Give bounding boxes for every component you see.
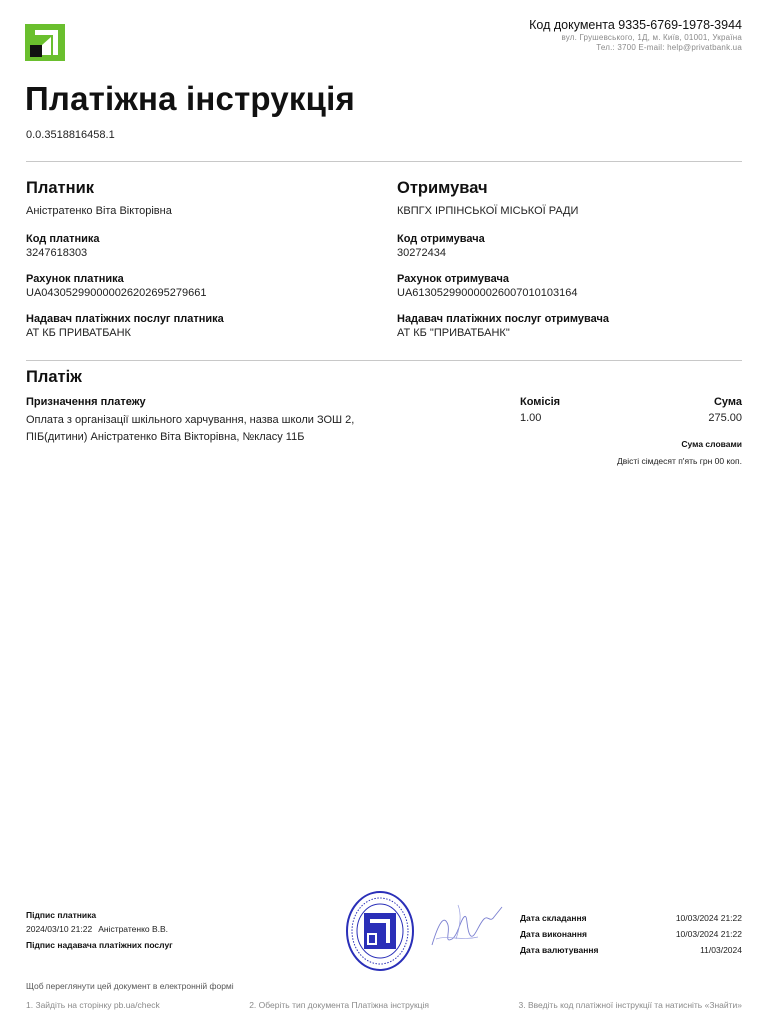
payer-signature-info: [26, 924, 173, 934]
date-label: Дата складання: [520, 913, 587, 923]
sum-value: 275.00: [708, 412, 742, 424]
signature-block: [26, 910, 173, 950]
payer-signature-name: Аністратенко В.В.: [98, 924, 169, 934]
handwritten-signature-icon: [418, 895, 506, 955]
document-number: 0.0.3518816458.1: [26, 129, 115, 141]
date-row: [520, 910, 742, 926]
dates-block: [520, 910, 742, 958]
date-row: [520, 942, 742, 958]
sum-words-label: Сума словами: [681, 439, 742, 449]
sum-label: Сума: [713, 396, 742, 408]
footer-step: 2. Оберіть тип документа Платіжна інструкція: [249, 1000, 430, 1010]
payer-section: [26, 179, 366, 340]
date-label: Дата виконання: [520, 929, 587, 939]
fee-label: Комісія: [520, 396, 561, 408]
payment-heading: Платіж: [26, 368, 82, 386]
payer-account-label: Рахунок платника: [26, 273, 124, 285]
date-row: [520, 926, 742, 942]
date-value: 10/03/2024 21:22: [675, 913, 742, 923]
recipient-provider: АТ КБ "ПРИВАТБАНК": [397, 327, 510, 339]
purpose-label: Призначення платежу: [26, 396, 146, 408]
date-label: Дата валютування: [520, 945, 599, 955]
payer-code: 3247618303: [26, 247, 88, 259]
bank-contacts: Тел.: 3700 E-mail: help@privatbank.ua: [596, 43, 742, 52]
footer-steps: [26, 1000, 742, 1010]
recipient-code: 30272434: [397, 247, 446, 259]
payer-code-label: Код платника: [26, 233, 100, 245]
recipient-heading: Отримувач: [397, 179, 488, 197]
footer-step: 1. Зайдіть на сторінку pb.ua/check: [26, 1000, 160, 1010]
date-value: 11/03/2024: [700, 945, 742, 955]
recipient-provider-label: Надавач платіжних послуг отримувача: [397, 313, 609, 325]
page-title: Платіжна інструкція: [25, 80, 355, 117]
recipient-name: КВПГХ ІРПІНСЬКОЇ МІСЬКОЇ РАДИ: [397, 205, 579, 217]
recipient-section: [397, 179, 737, 340]
provider-signature-label: Підпис надавача платіжних послуг: [26, 940, 173, 950]
purpose-text: Оплата з організації шкільного харчування, назва школи ЗОШ 2, ПІБ(дитини) Аністратенко Віта Вікторівна, №класу 11Б: [26, 414, 355, 443]
bank-stamp-icon: [345, 890, 415, 972]
privatbank-logo-icon: [25, 24, 65, 61]
payer-account: UA043052990000026202695279661: [26, 287, 207, 299]
document-header-info: [529, 17, 742, 53]
date-value: 10/03/2024 21:22: [675, 929, 742, 939]
payer-signature-label: Підпис платника: [26, 910, 97, 920]
divider: [26, 360, 742, 361]
recipient-account-label: Рахунок отримувача: [397, 273, 509, 285]
footer-step: 3. Введіть код платіжної інструкції та натисніть «Знайти»: [518, 1000, 742, 1010]
recipient-account: UA613052990000026007010103164: [397, 287, 578, 299]
bank-address: вул. Грушевського, 1Д, м. Київ, 01001, Україна: [561, 33, 742, 42]
document-code: Код документа 9335-6769-1978-3944: [529, 18, 742, 32]
divider: [26, 161, 742, 162]
payer-heading: Платник: [26, 179, 94, 197]
fee-value: 1.00: [520, 412, 542, 424]
payer-provider: АТ КБ ПРИВАТБАНК: [26, 327, 131, 339]
payer-signature-date: 2024/03/10 21:22: [26, 924, 93, 934]
footer-hint: Щоб переглянути цей документ в електронній формі: [26, 981, 234, 991]
payer-name: Аністратенко Віта Вікторівна: [26, 205, 172, 217]
payer-provider-label: Надавач платіжних послуг платника: [26, 313, 224, 325]
recipient-code-label: Код отримувача: [397, 233, 485, 245]
sum-words-value: Двісті сімдесят п'ять грн 00 коп.: [616, 456, 742, 466]
